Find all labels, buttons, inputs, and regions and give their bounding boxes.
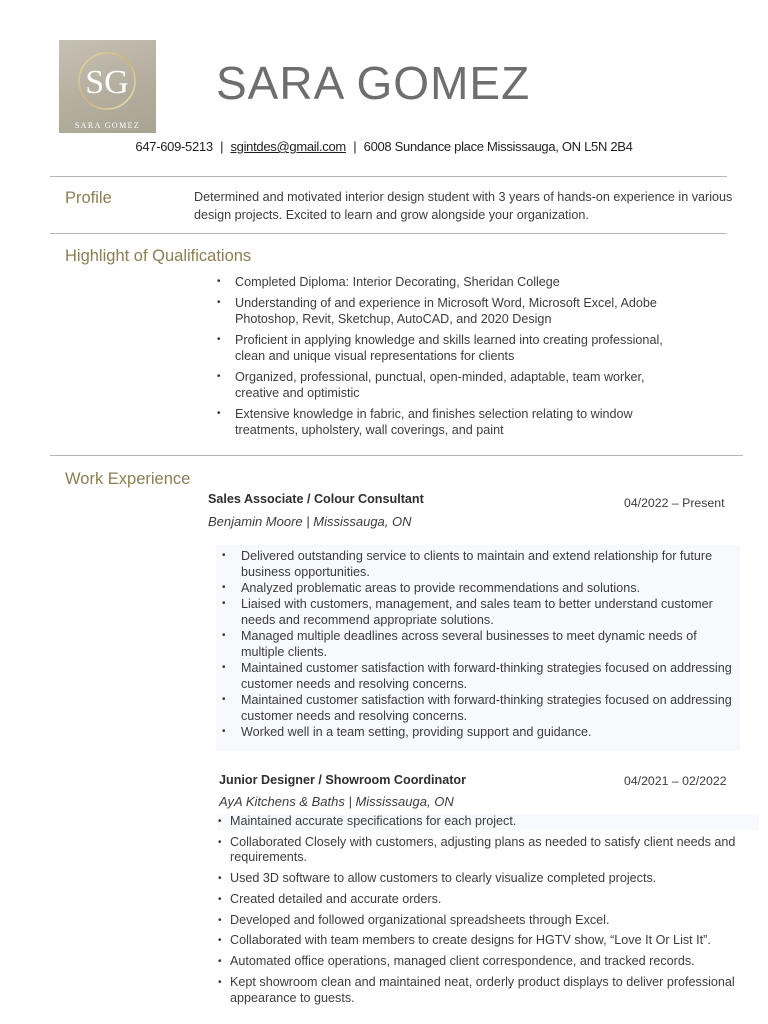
list-item: • Automated office operations, managed client correspondence, and tracked records. [217, 954, 747, 970]
list-item: • Organized, professional, punctual, open-minded, adaptable, team worker, creative and optimistic [211, 369, 681, 402]
address: 6008 Sundance place Mississauga, ON L5N 2B4 [363, 139, 633, 154]
divider [50, 176, 727, 177]
list-item: • Managed multiple deadlines across several businesses to meet dynamic needs of multiple clients. [217, 628, 739, 660]
list-item: • Collaborated Closely with customers, adjusting plans as needed to satisfy client needs and requirements. [217, 835, 747, 866]
list-item: • Liaised with customers, management, and sales team to better understand customer needs and recommend appropriate solutions. [217, 596, 739, 628]
job-dates: 04/2021 – 02/2022 [624, 774, 727, 788]
list-item: • Collaborated with team members to create designs for HGTV show, “Love It Or List It”. [217, 933, 747, 949]
list-item: • Created detailed and accurate orders. [217, 892, 747, 908]
contact-line [0, 139, 768, 154]
job-company: AyA Kitchens & Baths | Mississauga, ON [219, 794, 454, 809]
job-bullets [217, 548, 739, 740]
divider [50, 455, 743, 456]
job-title: Sales Associate / Colour Consultant [208, 492, 424, 506]
list-item: • Maintained customer satisfaction with forward-thinking strategies focused on addressing customer needs and resolving concerns. [217, 660, 739, 692]
list-item: • Extensive knowledge in fabric, and finishes selection relating to window treatments, upholstery, wall coverings, and paint [211, 406, 681, 439]
section-title-qualifications: Highlight of Qualifications [65, 247, 252, 265]
job-title: Junior Designer / Showroom Coordinator [219, 773, 466, 787]
phone: 647-609-5213 [135, 139, 213, 154]
section-title-work: Work Experience [65, 470, 191, 488]
separator: | [353, 139, 357, 154]
email-link[interactable]: sgintdes@gmail.com [230, 139, 346, 154]
list-item: • Worked well in a team setting, providing support and guidance. [217, 724, 739, 740]
job-bullets [217, 814, 747, 1011]
list-item: • Kept showroom clean and maintained neat, orderly product displays to deliver professional appearance to guests. [217, 975, 747, 1006]
list-item: • Used 3D software to allow customers to clearly visualize completed projects. [217, 871, 747, 887]
qualifications-list [211, 274, 681, 443]
logo [59, 40, 156, 133]
list-item: • Proficient in applying knowledge and skills learned into creating professional, clean and unique visual representations for clients [211, 332, 681, 365]
divider [50, 233, 727, 234]
list-item: • Delivered outstanding service to clients to maintain and extend relationship for future business opportunities. [217, 548, 739, 580]
candidate-name: SARA GOMEZ [216, 57, 531, 109]
job-dates: 04/2022 – Present [624, 496, 725, 510]
list-item: • Analyzed problematic areas to provide recommendations and solutions. [217, 580, 739, 596]
section-title-profile: Profile [65, 189, 112, 207]
profile-text: Determined and motivated interior design student with 3 years of hands-on experience in various design projects. Excited to learn and grow alongside your organization. [194, 190, 733, 222]
list-item: • Developed and followed organizational spreadsheets through Excel. [217, 913, 747, 929]
list-item: • Maintained accurate specifications for each project. [217, 814, 759, 830]
list-item: • Completed Diploma: Interior Decorating, Sheridan College [211, 274, 681, 291]
logo-monogram: SG [85, 64, 129, 101]
list-item: • Understanding of and experience in Microsoft Word, Microsoft Excel, Adobe Photoshop, Revit, Sketchup, AutoCAD, and 2020 Design [211, 295, 681, 328]
list-item: • Maintained customer satisfaction with forward-thinking strategies focused on addressing customer needs and resolving concerns. [217, 692, 739, 724]
monogram-emblem [59, 40, 156, 133]
separator: | [220, 139, 224, 154]
job-company: Benjamin Moore | Mississauga, ON [208, 514, 412, 529]
logo-caption: SARA GOMEZ [74, 121, 141, 130]
